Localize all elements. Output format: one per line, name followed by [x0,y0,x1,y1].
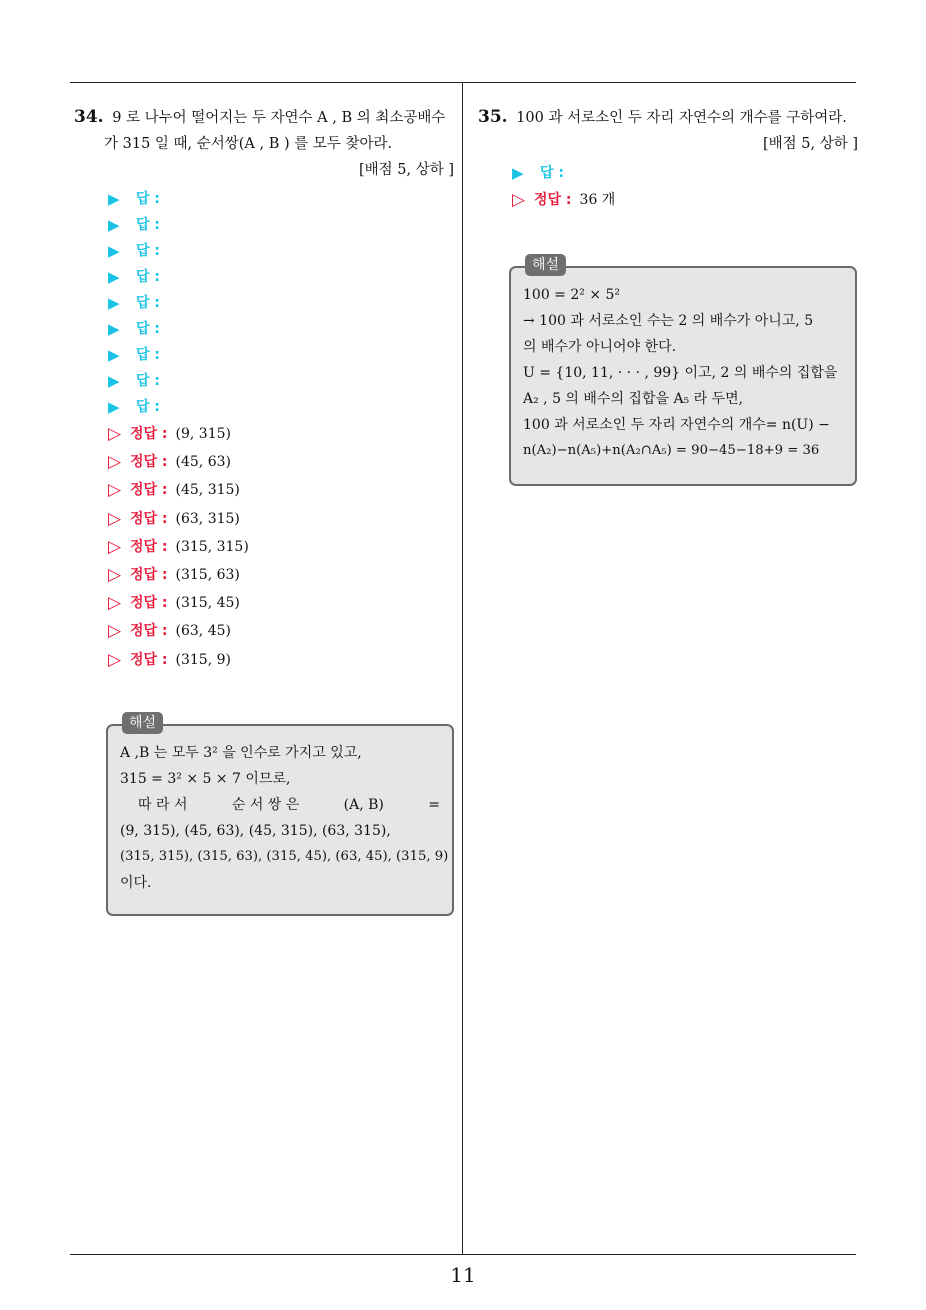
answer-row[interactable] [512,160,615,186]
play-triangle-icon: ▶ [108,268,120,286]
solution-row [108,420,249,448]
outline-triangle-icon: ▷ [108,480,122,501]
solution-label: 정답 : [130,538,168,555]
solution-label: 정답 : [534,192,572,209]
explanation-box-35 [509,257,857,486]
explanation-box-34 [106,715,454,916]
explanation-line: 이다. [120,875,152,891]
outline-triangle-icon: ▷ [108,649,122,670]
problem-34-text-1: 9 로 나누어 떨어지는 두 자연수 A , B 의 최소공배수 [112,110,446,126]
outline-triangle-icon: ▷ [108,508,122,529]
play-triangle-icon: ▶ [512,164,524,182]
explanation-tag: 해설 [122,712,163,734]
outline-triangle-icon: ▷ [108,621,122,642]
outline-triangle-icon: ▷ [108,536,122,557]
solution-value: (45, 63) [175,454,231,471]
solution-value: (315, 315) [175,538,249,555]
explanation-line: A ,B 는 모두 3² 을 인수로 가지고 있고, [120,745,362,761]
play-triangle-icon: ▶ [108,190,120,208]
play-triangle-icon: ▶ [108,346,120,364]
top-rule [70,82,856,83]
outline-triangle-icon: ▷ [512,190,526,211]
explanation-line: (9, 315), (45, 63), (45, 315), (63, 315), [120,823,391,839]
solution-value: (45, 315) [175,482,240,499]
explanation-line [120,792,440,818]
solution-value: 36 개 [579,192,616,209]
solution-row [108,533,249,561]
explanation-line: 315 = 3² × 5 × 7 이므로, [120,771,291,787]
explanation-line: n(A₂)−n(A₅)+n(A₂∩A₅) = 90−45−18+9 = 36 [523,443,820,458]
explanation-line: A₂ , 5 의 배수의 집합을 A₅ 라 두면, [523,391,744,407]
solution-row [108,448,249,476]
answer-row[interactable] [108,238,249,264]
solution-row [512,186,615,214]
column-divider [462,82,463,1254]
solution-label: 정답 : [130,482,168,499]
solution-value: (315, 63) [175,567,240,584]
solution-value: (9, 315) [175,426,231,443]
solution-row [108,617,249,645]
solution-label: 정답 : [130,567,168,584]
play-triangle-icon: ▶ [108,294,120,312]
explanation-line: 의 배수가 아니어야 한다. [523,339,677,355]
answer-row[interactable] [108,186,249,212]
explanation-line: 100 = 2² × 5² [523,287,621,303]
answer-row[interactable] [108,290,249,316]
solution-row [108,646,249,674]
solution-row [108,589,249,617]
answer-label: 답 : [136,243,160,259]
explanation-word: (A, B) [343,797,384,813]
explanation-tag: 해설 [525,254,566,276]
answer-row[interactable] [108,394,249,420]
outline-triangle-icon: ▷ [108,565,122,586]
play-triangle-icon: ▶ [108,372,120,390]
explanation-word: 순 서 쌍 은 [231,797,300,813]
answer-label: 답 : [136,269,160,285]
solution-label: 정답 : [130,623,168,640]
problem-34-text-2: 가 315 일 때, 순서쌍(A , B ) 를 모두 찾아라. [104,136,393,152]
explanation-line: → 100 과 서로소인 수는 2 의 배수가 아니고, 5 [523,313,814,329]
explanation-line: 100 과 서로소인 두 자리 자연수의 개수= n(U) − [523,417,830,433]
solution-value: (63, 315) [175,510,240,527]
problem-35 [478,104,862,157]
solution-row [108,505,249,533]
answer-row[interactable] [108,342,249,368]
play-triangle-icon: ▶ [108,398,120,416]
problem-35-number: 35. [478,107,508,127]
play-triangle-icon: ▶ [108,242,120,260]
problem-34-points: [배점 5, 상하 ] [358,162,454,178]
solution-label: 정답 : [130,595,168,612]
answer-label: 답 : [136,347,160,363]
solution-value: (315, 9) [175,651,231,668]
outline-triangle-icon: ▷ [108,452,122,473]
play-triangle-icon: ▶ [108,320,120,338]
solution-label: 정답 : [130,426,168,443]
answer-row[interactable] [108,212,249,238]
problem-35-answers [512,160,615,214]
explanation-word: = [428,797,440,813]
solution-label: 정답 : [130,510,168,527]
page-number: 11 [450,1263,476,1287]
solution-row [108,561,249,589]
answer-row[interactable] [108,316,249,342]
answer-label: 답 : [136,373,160,389]
answer-label: 답 : [136,191,160,207]
solution-value: (315, 45) [175,595,240,612]
answer-row[interactable] [108,368,249,394]
solution-row [108,476,249,504]
problem-35-points: [배점 5, 상하 ] [762,136,858,152]
problem-35-line1 [478,104,862,131]
problem-34 [74,104,458,183]
answer-label: 답 : [136,321,160,337]
answer-label: 답 : [136,295,160,311]
bottom-rule [70,1254,856,1255]
solution-label: 정답 : [130,651,168,668]
problem-34-line1 [74,104,458,131]
answer-label: 답 : [136,217,160,233]
solution-label: 정답 : [130,454,168,471]
explanation-line: U = {10, 11, · · · , 99} 이고, 2 의 배수의 집합을 [523,365,838,381]
outline-triangle-icon: ▷ [108,424,122,445]
answer-label: 답 : [136,399,160,415]
play-triangle-icon: ▶ [108,216,120,234]
answer-label: 답 : [540,165,564,181]
problem-35-text-1: 100 과 서로소인 두 자리 자연수의 개수를 구하여라. [516,110,847,126]
problem-34-answers [108,186,249,674]
outline-triangle-icon: ▷ [108,593,122,614]
explanation-line: (315, 315), (315, 63), (315, 45), (63, 45), (315, 9) [120,849,449,864]
answer-row[interactable] [108,264,249,290]
problem-34-number: 34. [74,107,104,127]
explanation-word: 따 라 서 [138,797,188,813]
solution-value: (63, 45) [175,623,231,640]
